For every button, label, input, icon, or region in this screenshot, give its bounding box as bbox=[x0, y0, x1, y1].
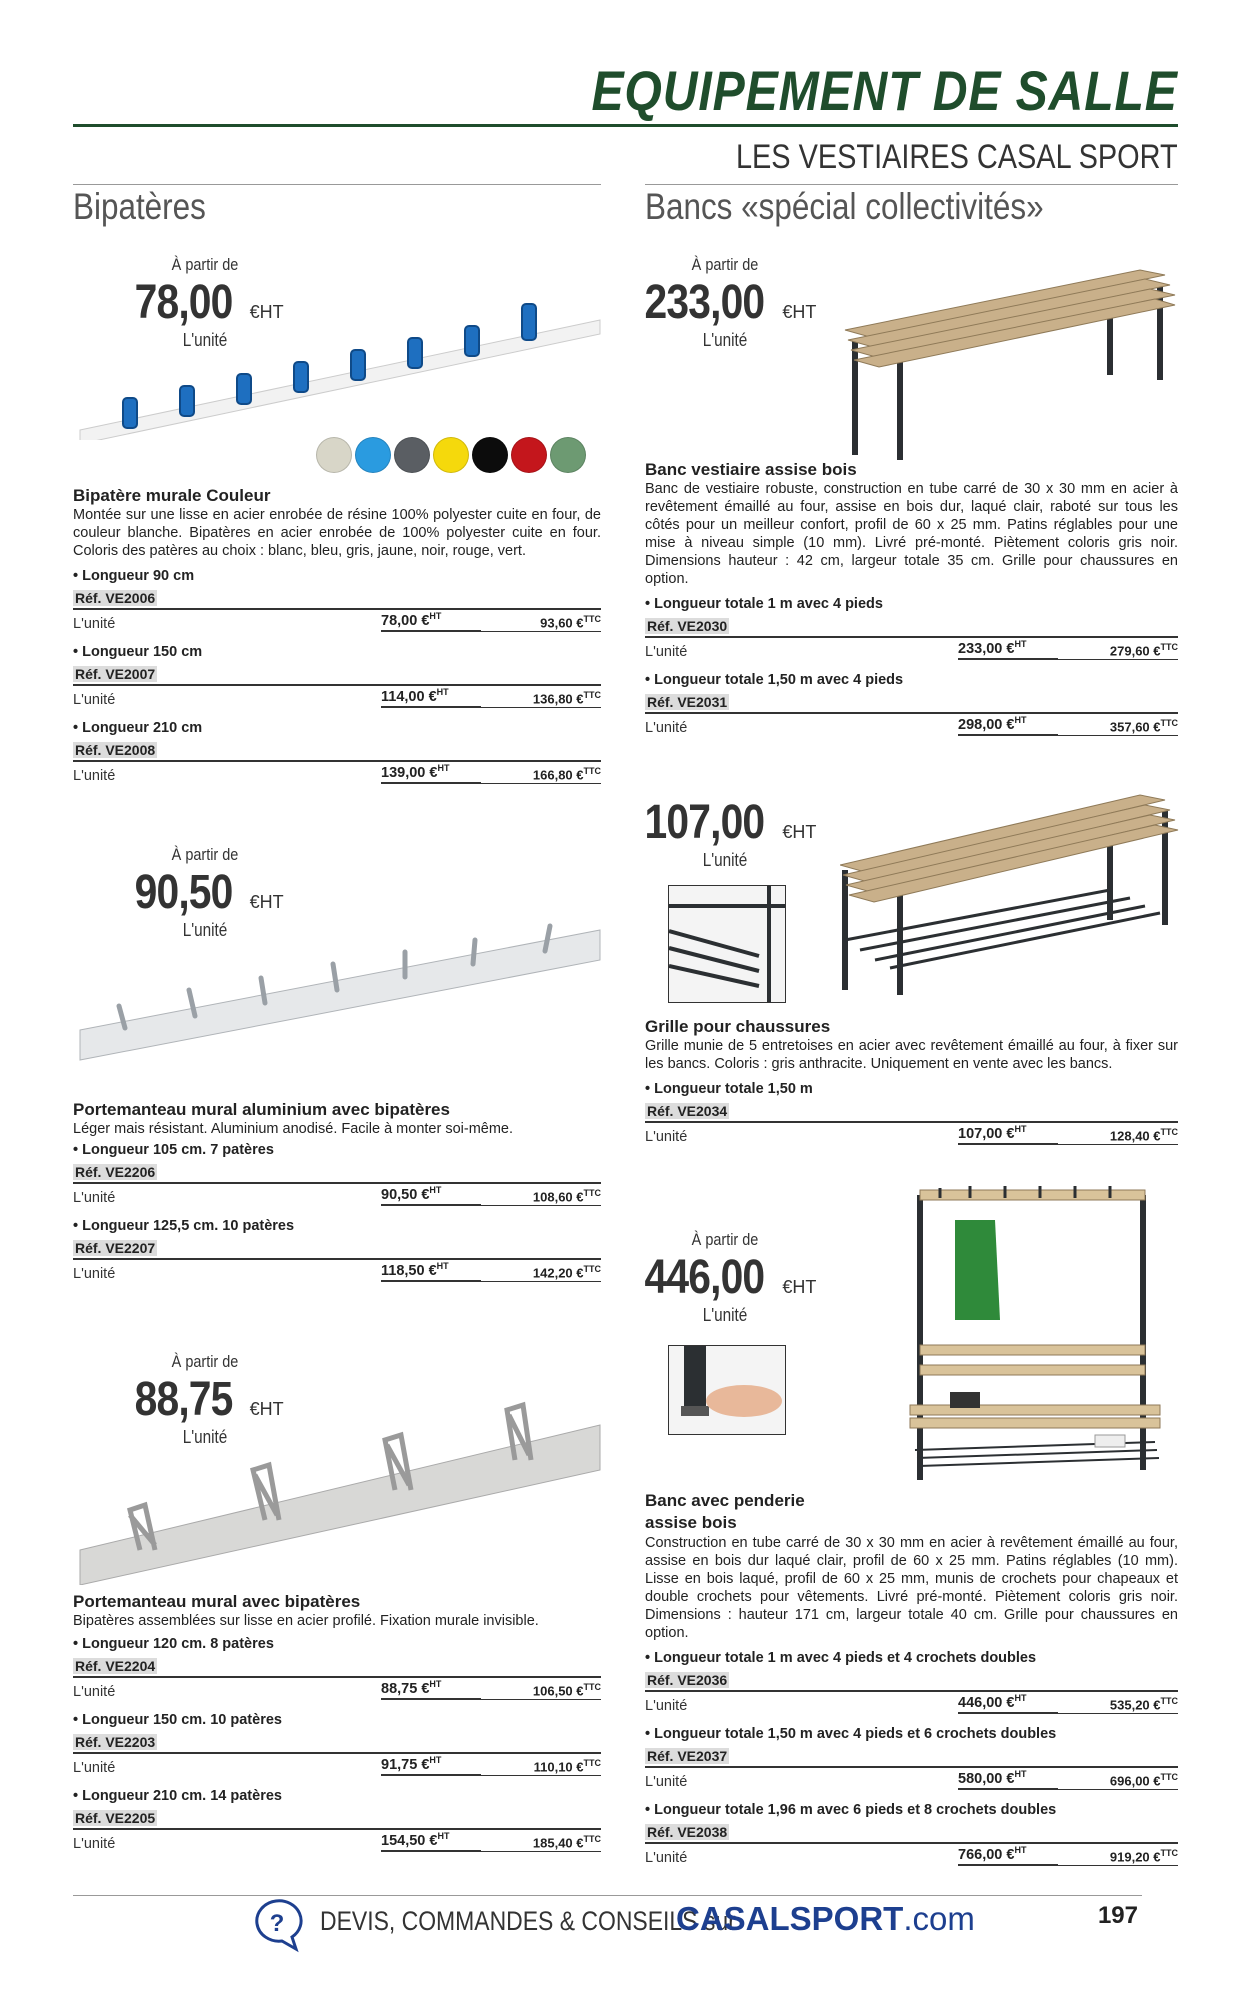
option-ref: Réf. VE2206 bbox=[75, 1164, 156, 1180]
price-unit-label: L'unité bbox=[182, 1427, 228, 1447]
row-price-ttc: 185,40 €$^{TTC}$ bbox=[481, 1834, 601, 1852]
section-title-bipateres: Bipatères bbox=[73, 186, 206, 227]
row-price-ht: 118,50 €$^{HT}$ bbox=[381, 1261, 481, 1282]
row-unit: L'unité bbox=[73, 1760, 116, 1776]
option-label: • Longueur 150 cm bbox=[73, 644, 203, 660]
color-swatch bbox=[511, 437, 547, 473]
price-value: 88,75 bbox=[135, 1373, 233, 1426]
row-unit: L'unité bbox=[645, 1774, 688, 1790]
option-ref: Réf. VE2037 bbox=[647, 1748, 728, 1764]
price-unit-label: L'unité bbox=[702, 850, 748, 870]
color-swatch bbox=[472, 437, 508, 473]
price-ht-label: €HT bbox=[782, 822, 817, 842]
section-divider-right bbox=[645, 184, 1178, 185]
price-unit-label: L'unité bbox=[702, 330, 748, 350]
price-block bbox=[640, 1230, 817, 1326]
product-portemanteau-aluminium bbox=[73, 1100, 601, 1282]
product-description: Construction en tube carré de 30 x 30 mm en acier à revêtement émaillé au four, assise en bois dur laqué clair, profil de 60 x 25 mm. Patins réglables (10 mm). Lisse en bois laqué, profil de 60 x 25 mm, munis de crochets pour chapeaux et double crochets pour vêtements. Livré pré-monté. Piètement coloris gris noir. Dimensions : hauteur 171 cm, largeur totale 40 cm. Grille pour chaussures en option. bbox=[645, 1535, 1178, 1641]
steel-coat-rack-image bbox=[75, 1365, 605, 1585]
option-ref: Réf. VE2031 bbox=[647, 694, 728, 710]
price-value: 446,00 bbox=[644, 1251, 764, 1304]
product-description: Montée sur une lisse en acier enrobée de résine 100% polyester cuite en four, de couleur blanche. Bipatères en acier enrobée de 100% polyester cuite en four. Coloris des patères au choix : blanc, bleu, gris, jaune, noir, rouge, vert. bbox=[73, 507, 601, 559]
option-label: • Longueur totale 1,50 m avec 4 pieds et 6 crochets doubles bbox=[645, 1726, 1057, 1742]
footer-divider bbox=[73, 1895, 1142, 1896]
svg-text:?: ? bbox=[269, 1910, 285, 1937]
price-value: 90,50 bbox=[135, 866, 233, 919]
price-unit-label: L'unité bbox=[182, 920, 228, 940]
row-price-ht: 766,00 €$^{HT}$ bbox=[958, 1845, 1058, 1866]
adjustable-foot-detail-image bbox=[668, 1345, 786, 1435]
price-value: 233,00 bbox=[644, 276, 764, 329]
option-ref: Réf. VE2007 bbox=[75, 666, 156, 682]
section-divider-left bbox=[73, 184, 601, 185]
option-ref: Réf. VE2207 bbox=[75, 1240, 156, 1256]
price-unit-label: L'unité bbox=[182, 330, 228, 350]
product-description: Grille munie de 5 entretoises en acier avec revêtement émaillé au four, à fixer sur les bancs. Coloris : gris anthracite. Uniquement en vente avec les bancs. bbox=[645, 1038, 1178, 1072]
row-price-ttc: 93,60 €$^{TTC}$ bbox=[481, 614, 601, 632]
price-row bbox=[645, 1121, 1178, 1145]
product-portemanteau-bipateres bbox=[73, 1592, 601, 1852]
price-line bbox=[640, 275, 817, 330]
row-price-ttc: 128,40 €$^{TTC}$ bbox=[1058, 1127, 1178, 1145]
chat-help-icon bbox=[248, 1895, 308, 1955]
row-unit: L'unité bbox=[73, 616, 116, 632]
option-label: • Longueur 105 cm. 7 patères bbox=[73, 1142, 274, 1158]
price-ht-label: €HT bbox=[782, 302, 817, 322]
price-row bbox=[645, 1766, 1178, 1790]
option-list bbox=[73, 568, 601, 784]
option-label: • Longueur 120 cm. 8 patères bbox=[73, 1636, 274, 1652]
price-row bbox=[73, 1676, 601, 1700]
option-label: • Longueur 210 cm. 14 patères bbox=[73, 1788, 282, 1804]
color-swatch bbox=[355, 437, 391, 473]
price-unit-label: L'unité bbox=[702, 1305, 748, 1325]
product-name: Grille pour chaussures bbox=[645, 1017, 831, 1036]
row-price-ht: 154,50 €$^{HT}$ bbox=[381, 1831, 481, 1852]
option-ref: Réf. VE2205 bbox=[75, 1810, 156, 1826]
footer-contact-text: DEVIS, COMMANDES & CONSEILS sur bbox=[320, 1906, 736, 1936]
price-row bbox=[73, 760, 601, 784]
product-description: Banc de vestiaire robuste, construction en tube carré de 30 x 30 mm en acier à revêtement émaillé au four, assise en bois dur, laqué clair, raboté sur tous les côtés pour un meilleur confort, profil de 60 x 25 mm. Patins réglables pour une mise à niveau simple (10 mm). Livré pré-monté. Piètement coloris gris noir. Dimensions hauteur : 42 cm, largeur totale 35 cm. Grille pour chaussures en option. bbox=[645, 481, 1178, 587]
price-block bbox=[640, 795, 817, 871]
row-price-ht: 139,00 €$^{HT}$ bbox=[381, 763, 481, 784]
product-name: Banc vestiaire assise bois bbox=[645, 460, 857, 479]
option-label: • Longueur totale 1,50 m bbox=[645, 1081, 813, 1097]
price-row bbox=[645, 636, 1178, 660]
row-unit: L'unité bbox=[73, 768, 116, 784]
row-price-ht: 107,00 €$^{HT}$ bbox=[958, 1124, 1058, 1145]
row-unit: L'unité bbox=[645, 1850, 688, 1866]
price-from-label: À partir de bbox=[691, 1230, 759, 1249]
price-row bbox=[73, 608, 601, 632]
product-description: Léger mais résistant. Aluminium anodisé. Facile à monter soi-même. bbox=[73, 1121, 514, 1137]
option-ref: Réf. VE2006 bbox=[75, 590, 156, 606]
price-from-label: À partir de bbox=[171, 845, 239, 864]
color-swatch bbox=[433, 437, 469, 473]
shoe-grid-detail-image bbox=[668, 885, 786, 1003]
row-price-ttc: 357,60 €$^{TTC}$ bbox=[1058, 718, 1178, 736]
option-list bbox=[645, 1081, 1178, 1145]
row-unit: L'unité bbox=[645, 1129, 688, 1145]
option-label: • Longueur 90 cm bbox=[73, 568, 195, 584]
product-banc-vestiaire bbox=[645, 460, 1178, 736]
option-list bbox=[73, 1142, 601, 1282]
option-list bbox=[73, 1636, 601, 1852]
bench-image bbox=[840, 265, 1180, 465]
section-title-bancs: Bancs «spécial collectivités» bbox=[645, 186, 1044, 227]
option-label: • Longueur totale 1 m avec 4 pieds et 4 crochets doubles bbox=[645, 1650, 1037, 1666]
option-label: • Longueur totale 1,96 m avec 6 pieds et 8 crochets doubles bbox=[645, 1802, 1057, 1818]
row-price-ht: 78,00 €$^{HT}$ bbox=[381, 611, 481, 632]
bench-with-hanger-image bbox=[895, 1180, 1185, 1500]
option-ref: Réf. VE2038 bbox=[647, 1824, 728, 1840]
row-unit: L'unité bbox=[73, 1266, 116, 1282]
brand-name: CASALSPORT bbox=[676, 1900, 904, 1937]
option-ref: Réf. VE2204 bbox=[75, 1658, 156, 1674]
option-label: • Longueur 125,5 cm. 10 patères bbox=[73, 1218, 295, 1234]
row-price-ttc: 166,80 €$^{TTC}$ bbox=[481, 766, 601, 784]
option-label: • Longueur totale 1 m avec 4 pieds bbox=[645, 596, 883, 612]
option-label: • Longueur 150 cm. 10 patères bbox=[73, 1712, 282, 1728]
product-name: Portemanteau mural aluminium avec bipatères bbox=[73, 1100, 450, 1119]
row-unit: L'unité bbox=[645, 720, 688, 736]
color-swatches bbox=[316, 437, 589, 478]
price-from-label: À partir de bbox=[171, 255, 239, 274]
price-from-label: À partir de bbox=[171, 1352, 239, 1371]
bench-with-shoe-grid-image bbox=[840, 780, 1180, 1000]
price-row bbox=[645, 1690, 1178, 1714]
price-row bbox=[73, 1258, 601, 1282]
price-ht-label: €HT bbox=[249, 1399, 284, 1419]
colored-coat-rail-image bbox=[75, 290, 605, 440]
page-subtitle: LES VESTIAIRES CASAL SPORT bbox=[736, 138, 1178, 176]
product-banc-penderie bbox=[645, 1490, 1178, 1866]
price-from-label: À partir de bbox=[691, 255, 759, 274]
row-price-ttc: 136,80 €$^{TTC}$ bbox=[481, 690, 601, 708]
row-price-ht: 114,00 €$^{HT}$ bbox=[381, 687, 481, 708]
row-price-ttc: 106,50 €$^{TTC}$ bbox=[481, 1682, 601, 1700]
row-price-ttc: 279,60 €$^{TTC}$ bbox=[1058, 642, 1178, 660]
row-price-ht: 580,00 €$^{HT}$ bbox=[958, 1769, 1058, 1790]
option-list bbox=[645, 596, 1178, 736]
row-price-ht: 90,50 €$^{HT}$ bbox=[381, 1185, 481, 1206]
option-ref: Réf. VE2034 bbox=[647, 1103, 728, 1119]
row-price-ht: 88,75 €$^{HT}$ bbox=[381, 1679, 481, 1700]
row-unit: L'unité bbox=[73, 692, 116, 708]
row-price-ht: 298,00 €$^{HT}$ bbox=[958, 715, 1058, 736]
row-unit: L'unité bbox=[73, 1836, 116, 1852]
row-price-ht: 91,75 €$^{HT}$ bbox=[381, 1755, 481, 1776]
option-label: • Longueur 210 cm bbox=[73, 720, 203, 736]
price-row bbox=[73, 1828, 601, 1852]
price-row bbox=[73, 1182, 601, 1206]
price-line bbox=[640, 1250, 817, 1305]
product-name: Banc avec penderie assise bois bbox=[645, 1491, 805, 1532]
product-name: Portemanteau mural avec bipatères bbox=[73, 1592, 361, 1611]
option-ref: Réf. VE2008 bbox=[75, 742, 156, 758]
option-ref: Réf. VE2203 bbox=[75, 1734, 156, 1750]
price-line bbox=[640, 795, 817, 850]
row-unit: L'unité bbox=[645, 1698, 688, 1714]
row-unit: L'unité bbox=[73, 1684, 116, 1700]
price-value: 107,00 bbox=[644, 796, 764, 849]
row-price-ht: 233,00 €$^{HT}$ bbox=[958, 639, 1058, 660]
row-price-ttc: 919,20 €$^{TTC}$ bbox=[1058, 1848, 1178, 1866]
option-list bbox=[645, 1650, 1178, 1866]
aluminium-coat-rack-image bbox=[75, 900, 605, 1070]
price-row bbox=[73, 684, 601, 708]
price-ht-label: €HT bbox=[249, 302, 284, 322]
price-ht-label: €HT bbox=[782, 1277, 817, 1297]
row-price-ht: 446,00 €$^{HT}$ bbox=[958, 1693, 1058, 1714]
option-ref: Réf. VE2036 bbox=[647, 1672, 728, 1688]
row-price-ttc: 696,00 €$^{TTC}$ bbox=[1058, 1772, 1178, 1790]
row-price-ttc: 108,60 €$^{TTC}$ bbox=[481, 1188, 601, 1206]
page-title: EQUIPEMENT DE SALLE bbox=[591, 59, 1178, 122]
price-row bbox=[645, 712, 1178, 736]
row-price-ttc: 110,10 €$^{TTC}$ bbox=[481, 1758, 601, 1776]
row-unit: L'unité bbox=[645, 644, 688, 660]
price-value: 78,00 bbox=[135, 276, 233, 329]
row-price-ttc: 535,20 €$^{TTC}$ bbox=[1058, 1696, 1178, 1714]
product-description: Bipatères assemblées sur lisse en acier profilé. Fixation murale invisible. bbox=[73, 1613, 539, 1629]
row-unit: L'unité bbox=[73, 1190, 116, 1206]
header-divider bbox=[73, 124, 1178, 127]
option-ref: Réf. VE2030 bbox=[647, 618, 728, 634]
price-ht-label: €HT bbox=[249, 892, 284, 912]
color-swatch bbox=[394, 437, 430, 473]
page-number: 197 bbox=[1097, 1902, 1138, 1929]
product-grille-chaussures bbox=[645, 1017, 1178, 1145]
footer-brand-link[interactable] bbox=[676, 1900, 975, 1938]
product-name: Bipatère murale Couleur bbox=[73, 486, 271, 505]
option-label: • Longueur totale 1,50 m avec 4 pieds bbox=[645, 672, 904, 688]
price-block bbox=[640, 255, 817, 351]
color-swatch bbox=[550, 437, 586, 473]
product-bipatere-couleur bbox=[73, 486, 601, 784]
price-row bbox=[645, 1842, 1178, 1866]
row-price-ttc: 142,20 €$^{TTC}$ bbox=[481, 1264, 601, 1282]
color-swatch bbox=[316, 437, 352, 473]
price-row bbox=[73, 1752, 601, 1776]
brand-domain: .com bbox=[903, 1900, 975, 1937]
